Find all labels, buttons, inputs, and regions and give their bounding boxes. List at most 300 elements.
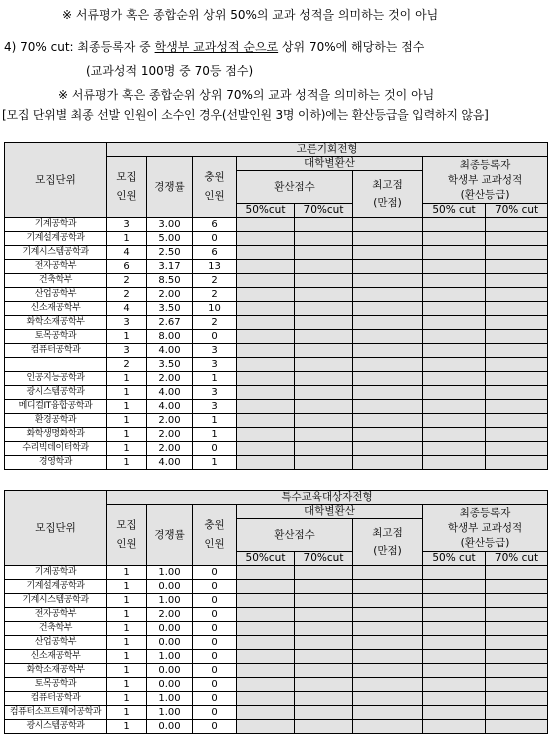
competition-cell: 4.00 — [147, 400, 193, 414]
dept-cell: 경영학과 — [5, 456, 107, 470]
final-cut50-cell — [423, 608, 486, 622]
table-row — [5, 372, 548, 386]
quota-cell: 1 — [107, 720, 147, 734]
extra-cell: 1 — [193, 456, 237, 470]
cut70-cell — [295, 414, 353, 428]
final-cut70-cell — [486, 650, 548, 664]
header-cut50b: 50% cut — [423, 552, 486, 566]
final-cut50-cell — [423, 246, 486, 260]
table-row — [5, 274, 548, 288]
header-top-score: 최고점 (만점) — [353, 519, 423, 566]
cut70-cell — [295, 566, 353, 580]
top-score-cell — [353, 218, 423, 232]
header-quota: 모집 인원 — [107, 157, 147, 218]
dept-cell: 신소재공학부 — [5, 302, 107, 316]
cut50-cell — [237, 316, 295, 330]
table-row — [5, 442, 548, 456]
cut50-cell — [237, 664, 295, 678]
final-cut50-cell — [423, 414, 486, 428]
extra-cell: 0 — [193, 580, 237, 594]
quota-cell: 4 — [107, 246, 147, 260]
cut70-cell — [295, 692, 353, 706]
final-cut50-cell — [423, 692, 486, 706]
quota-cell: 2 — [107, 274, 147, 288]
competition-cell: 3.50 — [147, 358, 193, 372]
table-row — [5, 664, 548, 678]
competition-cell: 2.00 — [147, 372, 193, 386]
cut70-cell — [295, 664, 353, 678]
final-cut70-cell — [486, 274, 548, 288]
quota-cell: 1 — [107, 636, 147, 650]
header-dept: 모집단위 — [5, 143, 107, 218]
dept-cell: 신소재공학부 — [5, 650, 107, 664]
table-row — [5, 400, 548, 414]
table-row — [5, 302, 548, 316]
competition-cell: 1.00 — [147, 566, 193, 580]
cut70-cell — [295, 594, 353, 608]
cut50-cell — [237, 344, 295, 358]
extra-cell: 1 — [193, 372, 237, 386]
header-extra: 충원 인원 — [193, 505, 237, 566]
final-cut70-cell — [486, 302, 548, 316]
header-conv-score: 환산점수 — [237, 519, 353, 552]
final-cut70-cell — [486, 664, 548, 678]
final-cut50-cell — [423, 400, 486, 414]
table-row — [5, 246, 548, 260]
cut70-cell — [295, 622, 353, 636]
final-cut50-cell — [423, 316, 486, 330]
final-cut70-cell — [486, 260, 548, 274]
table-row — [5, 608, 548, 622]
quota-cell: 1 — [107, 692, 147, 706]
extra-cell: 2 — [193, 274, 237, 288]
top-score-cell — [353, 400, 423, 414]
quota-cell: 6 — [107, 260, 147, 274]
extra-cell: 2 — [193, 316, 237, 330]
top-score-cell — [353, 692, 423, 706]
competition-cell: 8.00 — [147, 330, 193, 344]
final-cut50-cell — [423, 664, 486, 678]
quota-cell: 1 — [107, 566, 147, 580]
cut50-cell — [237, 456, 295, 470]
cut50-cell — [237, 428, 295, 442]
cut50-cell — [237, 260, 295, 274]
final-cut70-cell — [486, 692, 548, 706]
final-cut70-cell — [486, 428, 548, 442]
quota-cell: 3 — [107, 218, 147, 232]
cut50-cell — [237, 302, 295, 316]
quota-cell: 1 — [107, 400, 147, 414]
final-cut50-cell — [423, 260, 486, 274]
final-cut50-cell — [423, 358, 486, 372]
cut70-cell — [295, 456, 353, 470]
top-score-cell — [353, 288, 423, 302]
quota-cell: 1 — [107, 386, 147, 400]
extra-cell: 0 — [193, 622, 237, 636]
cut50-cell — [237, 608, 295, 622]
extra-cell: 0 — [193, 650, 237, 664]
final-cut70-cell — [486, 386, 548, 400]
quota-cell: 2 — [107, 288, 147, 302]
top-score-cell — [353, 594, 423, 608]
cut70-cell — [295, 636, 353, 650]
quota-cell: 3 — [107, 316, 147, 330]
top-score-cell — [353, 274, 423, 288]
note-line-4: ※ 서류평가 혹은 종합순위 상위 70%의 교과 성적을 의미하는 것이 아님 — [58, 88, 435, 102]
final-cut70-cell — [486, 246, 548, 260]
cut70-cell — [295, 358, 353, 372]
final-cut50-cell — [423, 594, 486, 608]
header-cut70b: 70% cut — [486, 552, 548, 566]
cut70-cell — [295, 330, 353, 344]
quota-cell: 2 — [107, 358, 147, 372]
competition-cell: 0.00 — [147, 622, 193, 636]
top-score-cell — [353, 358, 423, 372]
top-score-cell — [353, 316, 423, 330]
extra-cell: 13 — [193, 260, 237, 274]
cut50-cell — [237, 330, 295, 344]
quota-cell: 1 — [107, 678, 147, 692]
competition-cell: 2.00 — [147, 442, 193, 456]
cut70-cell — [295, 316, 353, 330]
final-cut70-cell — [486, 344, 548, 358]
final-cut70-cell — [486, 330, 548, 344]
final-cut50-cell — [423, 456, 486, 470]
top-score-cell — [353, 372, 423, 386]
final-cut70-cell — [486, 400, 548, 414]
cut50-cell — [237, 622, 295, 636]
final-cut50-cell — [423, 622, 486, 636]
table-row — [5, 636, 548, 650]
dept-cell: 토목공학과 — [5, 678, 107, 692]
table-goreun-gihoe — [4, 142, 548, 470]
quota-cell: 1 — [107, 372, 147, 386]
dept-cell: 기계공학과 — [5, 218, 107, 232]
top-score-cell — [353, 720, 423, 734]
dept-cell: 화학생명화학과 — [5, 428, 107, 442]
quota-cell: 1 — [107, 706, 147, 720]
competition-cell: 4.00 — [147, 456, 193, 470]
table-row — [5, 358, 548, 372]
final-cut70-cell — [486, 414, 548, 428]
final-cut50-cell — [423, 566, 486, 580]
table2-title: 특수교육대상자전형 — [107, 491, 548, 505]
cut50-cell — [237, 580, 295, 594]
dept-cell — [5, 358, 107, 372]
quota-cell: 1 — [107, 580, 147, 594]
cut70-cell — [295, 428, 353, 442]
final-cut50-cell — [423, 386, 486, 400]
final-cut50-cell — [423, 302, 486, 316]
dept-cell: 컴퓨터소프트웨어공학과 — [5, 706, 107, 720]
quota-cell: 1 — [107, 650, 147, 664]
header-cut70: 70%cut — [295, 204, 353, 218]
extra-cell: 6 — [193, 218, 237, 232]
extra-cell: 0 — [193, 678, 237, 692]
competition-cell: 1.00 — [147, 706, 193, 720]
cut50-cell — [237, 442, 295, 456]
competition-cell: 0.00 — [147, 580, 193, 594]
cut50-cell — [237, 358, 295, 372]
table-row — [5, 260, 548, 274]
header-cut50: 50%cut — [237, 552, 295, 566]
cut50-cell — [237, 218, 295, 232]
cut70-cell — [295, 720, 353, 734]
dept-cell: 광시스템공학과 — [5, 386, 107, 400]
header-final-reg: 최종등록자 학생부 교과성적 (환산등급) — [423, 157, 548, 204]
cut50-cell — [237, 400, 295, 414]
dept-cell: 산업공학부 — [5, 288, 107, 302]
final-cut70-cell — [486, 594, 548, 608]
final-cut50-cell — [423, 274, 486, 288]
note-line-1: ※ 서류평가 혹은 종합순위 상위 50%의 교과 성적을 의미하는 것이 아님 — [62, 8, 439, 22]
cut70-cell — [295, 706, 353, 720]
cut70-cell — [295, 580, 353, 594]
header-cut70b: 70% cut — [486, 204, 548, 218]
competition-cell: 2.00 — [147, 608, 193, 622]
competition-cell: 0.00 — [147, 720, 193, 734]
cut50-cell — [237, 386, 295, 400]
quota-cell: 1 — [107, 622, 147, 636]
final-cut50-cell — [423, 344, 486, 358]
top-score-cell — [353, 636, 423, 650]
final-cut50-cell — [423, 580, 486, 594]
dept-cell: 건축학부 — [5, 622, 107, 636]
top-score-cell — [353, 580, 423, 594]
cut70-cell — [295, 302, 353, 316]
final-cut70-cell — [486, 678, 548, 692]
final-cut50-cell — [423, 288, 486, 302]
competition-cell: 4.00 — [147, 344, 193, 358]
extra-cell: 0 — [193, 442, 237, 456]
table-row — [5, 386, 548, 400]
cut50-cell — [237, 372, 295, 386]
final-cut70-cell — [486, 566, 548, 580]
final-cut70-cell — [486, 720, 548, 734]
extra-cell: 0 — [193, 720, 237, 734]
competition-cell: 3.17 — [147, 260, 193, 274]
table-row — [5, 456, 548, 470]
quota-cell: 3 — [107, 344, 147, 358]
table-row — [5, 594, 548, 608]
cut50-cell — [237, 594, 295, 608]
dept-cell: 환경공학과 — [5, 414, 107, 428]
top-score-cell — [353, 650, 423, 664]
table-row — [5, 218, 548, 232]
note-line-2-prefix: 4) 70% cut: 최종등록자 중 — [4, 40, 155, 54]
competition-cell: 0.00 — [147, 664, 193, 678]
header-univ-conv: 대학별환산 — [237, 505, 423, 519]
competition-cell: 0.00 — [147, 678, 193, 692]
header-competition: 경쟁률 — [147, 157, 193, 218]
cut50-cell — [237, 246, 295, 260]
top-score-cell — [353, 664, 423, 678]
cut70-cell — [295, 442, 353, 456]
top-score-cell — [353, 428, 423, 442]
cut50-cell — [237, 232, 295, 246]
quota-cell: 4 — [107, 302, 147, 316]
header-dept: 모집단위 — [5, 491, 107, 566]
quota-cell: 1 — [107, 442, 147, 456]
final-cut50-cell — [423, 650, 486, 664]
table1-title: 고른기회전형 — [107, 143, 548, 157]
cut70-cell — [295, 274, 353, 288]
competition-cell: 4.00 — [147, 386, 193, 400]
final-cut70-cell — [486, 358, 548, 372]
final-cut50-cell — [423, 218, 486, 232]
header-top-score: 최고점 (만점) — [353, 171, 423, 218]
final-cut70-cell — [486, 608, 548, 622]
dept-cell: 화학소재공학부 — [5, 664, 107, 678]
cut70-cell — [295, 232, 353, 246]
dept-cell: 기계설계공학과 — [5, 232, 107, 246]
top-score-cell — [353, 456, 423, 470]
competition-cell: 2.00 — [147, 414, 193, 428]
quota-cell: 1 — [107, 594, 147, 608]
note-bracket: [모집 단위별 최종 선발 인원이 소수인 경우(선발인원 3명 이하)에는 환산등급을 입력하지 않음] — [2, 108, 489, 122]
final-cut70-cell — [486, 456, 548, 470]
top-score-cell — [353, 232, 423, 246]
note-line-2 — [4, 38, 424, 55]
cut50-cell — [237, 414, 295, 428]
extra-cell: 6 — [193, 246, 237, 260]
top-score-cell — [353, 566, 423, 580]
extra-cell: 10 — [193, 302, 237, 316]
dept-cell: 토목공학과 — [5, 330, 107, 344]
cut70-cell — [295, 650, 353, 664]
header-final-reg: 최종등록자 학생부 교과성적 (환산등급) — [423, 505, 548, 552]
dept-cell: 산업공학부 — [5, 636, 107, 650]
competition-cell: 2.00 — [147, 288, 193, 302]
table-row — [5, 650, 548, 664]
final-cut70-cell — [486, 580, 548, 594]
extra-cell: 3 — [193, 400, 237, 414]
dept-cell: 기계설계공학과 — [5, 580, 107, 594]
competition-cell: 1.00 — [147, 650, 193, 664]
dept-cell: 기계공학과 — [5, 566, 107, 580]
quota-cell: 1 — [107, 456, 147, 470]
dept-cell: 광시스템공학과 — [5, 720, 107, 734]
extra-cell: 3 — [193, 386, 237, 400]
header-cut70: 70%cut — [295, 552, 353, 566]
extra-cell: 3 — [193, 344, 237, 358]
extra-cell: 3 — [193, 358, 237, 372]
table-row — [5, 678, 548, 692]
final-cut50-cell — [423, 428, 486, 442]
dept-cell: 기계시스템공학과 — [5, 246, 107, 260]
table-row — [5, 428, 548, 442]
cut50-cell — [237, 692, 295, 706]
final-cut70-cell — [486, 636, 548, 650]
final-cut50-cell — [423, 442, 486, 456]
note-line-3: (교과성적 100명 중 70등 점수) — [86, 64, 254, 78]
final-cut70-cell — [486, 316, 548, 330]
header-cut50: 50%cut — [237, 204, 295, 218]
cut70-cell — [295, 288, 353, 302]
top-score-cell — [353, 414, 423, 428]
extra-cell: 0 — [193, 664, 237, 678]
top-score-cell — [353, 344, 423, 358]
quota-cell: 1 — [107, 414, 147, 428]
table-row — [5, 720, 548, 734]
extra-cell: 0 — [193, 636, 237, 650]
extra-cell: 1 — [193, 428, 237, 442]
top-score-cell — [353, 302, 423, 316]
final-cut50-cell — [423, 720, 486, 734]
competition-cell: 1.00 — [147, 692, 193, 706]
top-score-cell — [353, 260, 423, 274]
extra-cell: 0 — [193, 608, 237, 622]
header-cut50b: 50% cut — [423, 204, 486, 218]
competition-cell: 0.00 — [147, 636, 193, 650]
table-row — [5, 414, 548, 428]
header-conv-score: 환산점수 — [237, 171, 353, 204]
competition-cell: 3.00 — [147, 218, 193, 232]
table-row — [5, 232, 548, 246]
competition-cell: 2.67 — [147, 316, 193, 330]
quota-cell: 1 — [107, 608, 147, 622]
header-competition: 경쟁률 — [147, 505, 193, 566]
top-score-cell — [353, 330, 423, 344]
dept-cell: 화학소재공학부 — [5, 316, 107, 330]
table-row — [5, 566, 548, 580]
cut70-cell — [295, 260, 353, 274]
table-row — [5, 288, 548, 302]
cut50-cell — [237, 288, 295, 302]
final-cut50-cell — [423, 372, 486, 386]
note-line-2-suffix: 상위 70%에 해당하는 점수 — [278, 40, 425, 54]
cut50-cell — [237, 566, 295, 580]
top-score-cell — [353, 608, 423, 622]
cut70-cell — [295, 678, 353, 692]
extra-cell: 1 — [193, 414, 237, 428]
top-score-cell — [353, 246, 423, 260]
cut50-cell — [237, 706, 295, 720]
competition-cell: 5.00 — [147, 232, 193, 246]
final-cut70-cell — [486, 288, 548, 302]
final-cut70-cell — [486, 232, 548, 246]
quota-cell: 1 — [107, 232, 147, 246]
extra-cell: 0 — [193, 566, 237, 580]
dept-cell: 전자공학부 — [5, 608, 107, 622]
table-row — [5, 622, 548, 636]
cut50-cell — [237, 650, 295, 664]
extra-cell: 0 — [193, 692, 237, 706]
final-cut50-cell — [423, 678, 486, 692]
dept-cell: 인공지능공학과 — [5, 372, 107, 386]
final-cut70-cell — [486, 442, 548, 456]
quota-cell: 1 — [107, 428, 147, 442]
extra-cell: 0 — [193, 330, 237, 344]
table-row — [5, 692, 548, 706]
competition-cell: 3.50 — [147, 302, 193, 316]
header-extra: 충원 인원 — [193, 157, 237, 218]
cut50-cell — [237, 720, 295, 734]
competition-cell: 2.00 — [147, 428, 193, 442]
table-row — [5, 706, 548, 720]
header-univ-conv: 대학별환산 — [237, 157, 423, 171]
extra-cell: 0 — [193, 594, 237, 608]
table-row — [5, 330, 548, 344]
final-cut50-cell — [423, 636, 486, 650]
cut70-cell — [295, 344, 353, 358]
top-score-cell — [353, 706, 423, 720]
dept-cell: 수리빅데이터학과 — [5, 442, 107, 456]
final-cut50-cell — [423, 330, 486, 344]
cut50-cell — [237, 678, 295, 692]
final-cut70-cell — [486, 706, 548, 720]
cut70-cell — [295, 246, 353, 260]
